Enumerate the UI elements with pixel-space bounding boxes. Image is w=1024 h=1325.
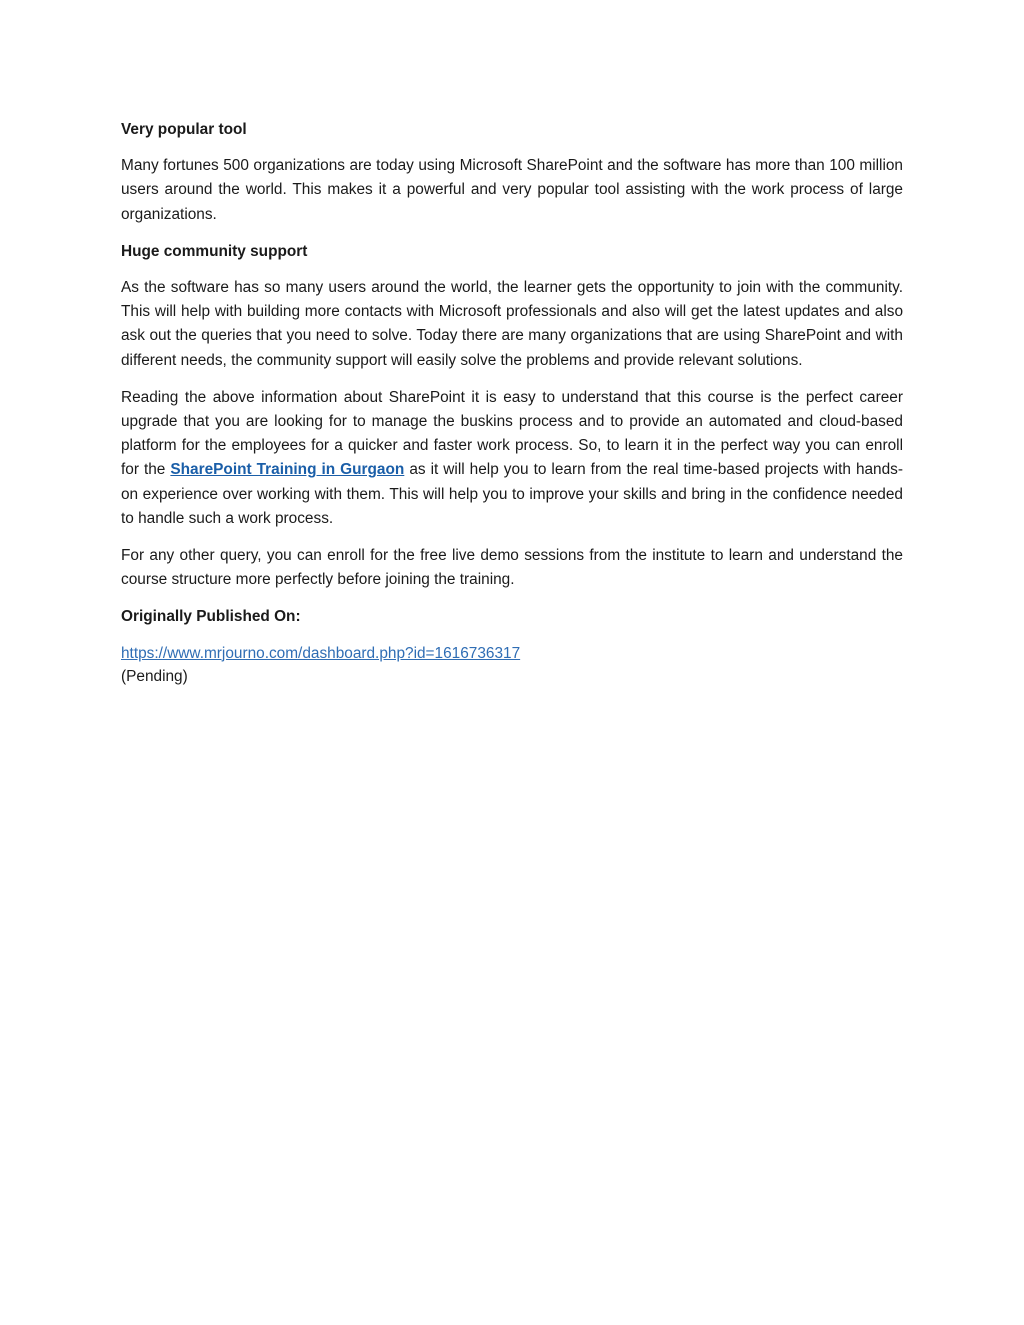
paragraph-community-support: As the software has so many users around the world, the learner gets the opportunity to join with the community. This will help with building more contacts with Microsoft professionals and also will get the latest updates and also ask out the queries that you need to solve. Today there are many organizations that are using SharePoint and with different needs, the community support will easily solve the problems and provide relevant solutions. [121, 279, 903, 369]
sharepoint-training-link[interactable]: SharePoint Training in Gurgaon [170, 461, 405, 479]
section-heading-community-support: Huge community support [121, 242, 308, 260]
document-page [121, 118, 903, 688]
paragraph-course-info [121, 386, 903, 531]
published-heading: Originally Published On: [121, 608, 301, 626]
published-status: (Pending) [121, 667, 188, 685]
published-source [121, 642, 903, 688]
paragraph-course-info-text-b: as it will help you to learn from the real time-based projects with hands-on experience over working with them. This will help you to improve your skills and bring in the confidence needed to handle such a work process. [121, 461, 903, 527]
paragraph-course-info-text-a: Reading the above information about SharePoint it is easy to understand that this course is the perfect career upgrade that you are looking for to manage the buskins process and to provide an automated and cloud-based platform for the employees for a quicker and faster work process. So, to learn it in the perfect way you can enroll for the [121, 388, 903, 479]
published-url-link[interactable]: https://www.mrjourno.com/dashboard.php?id=1616736317 [121, 644, 521, 662]
paragraph-popular-tool: Many fortunes 500 organizations are today using Microsoft SharePoint and the software has more than 100 million users around the world. This makes it a powerful and very popular tool assisting with the work process of large organizations. [121, 157, 903, 223]
paragraph-demo-sessions: For any other query, you can enroll for the free live demo sessions from the institute to learn and understand the course structure more perfectly before joining the training. [121, 547, 903, 589]
section-heading-popular-tool: Very popular tool [121, 121, 247, 138]
